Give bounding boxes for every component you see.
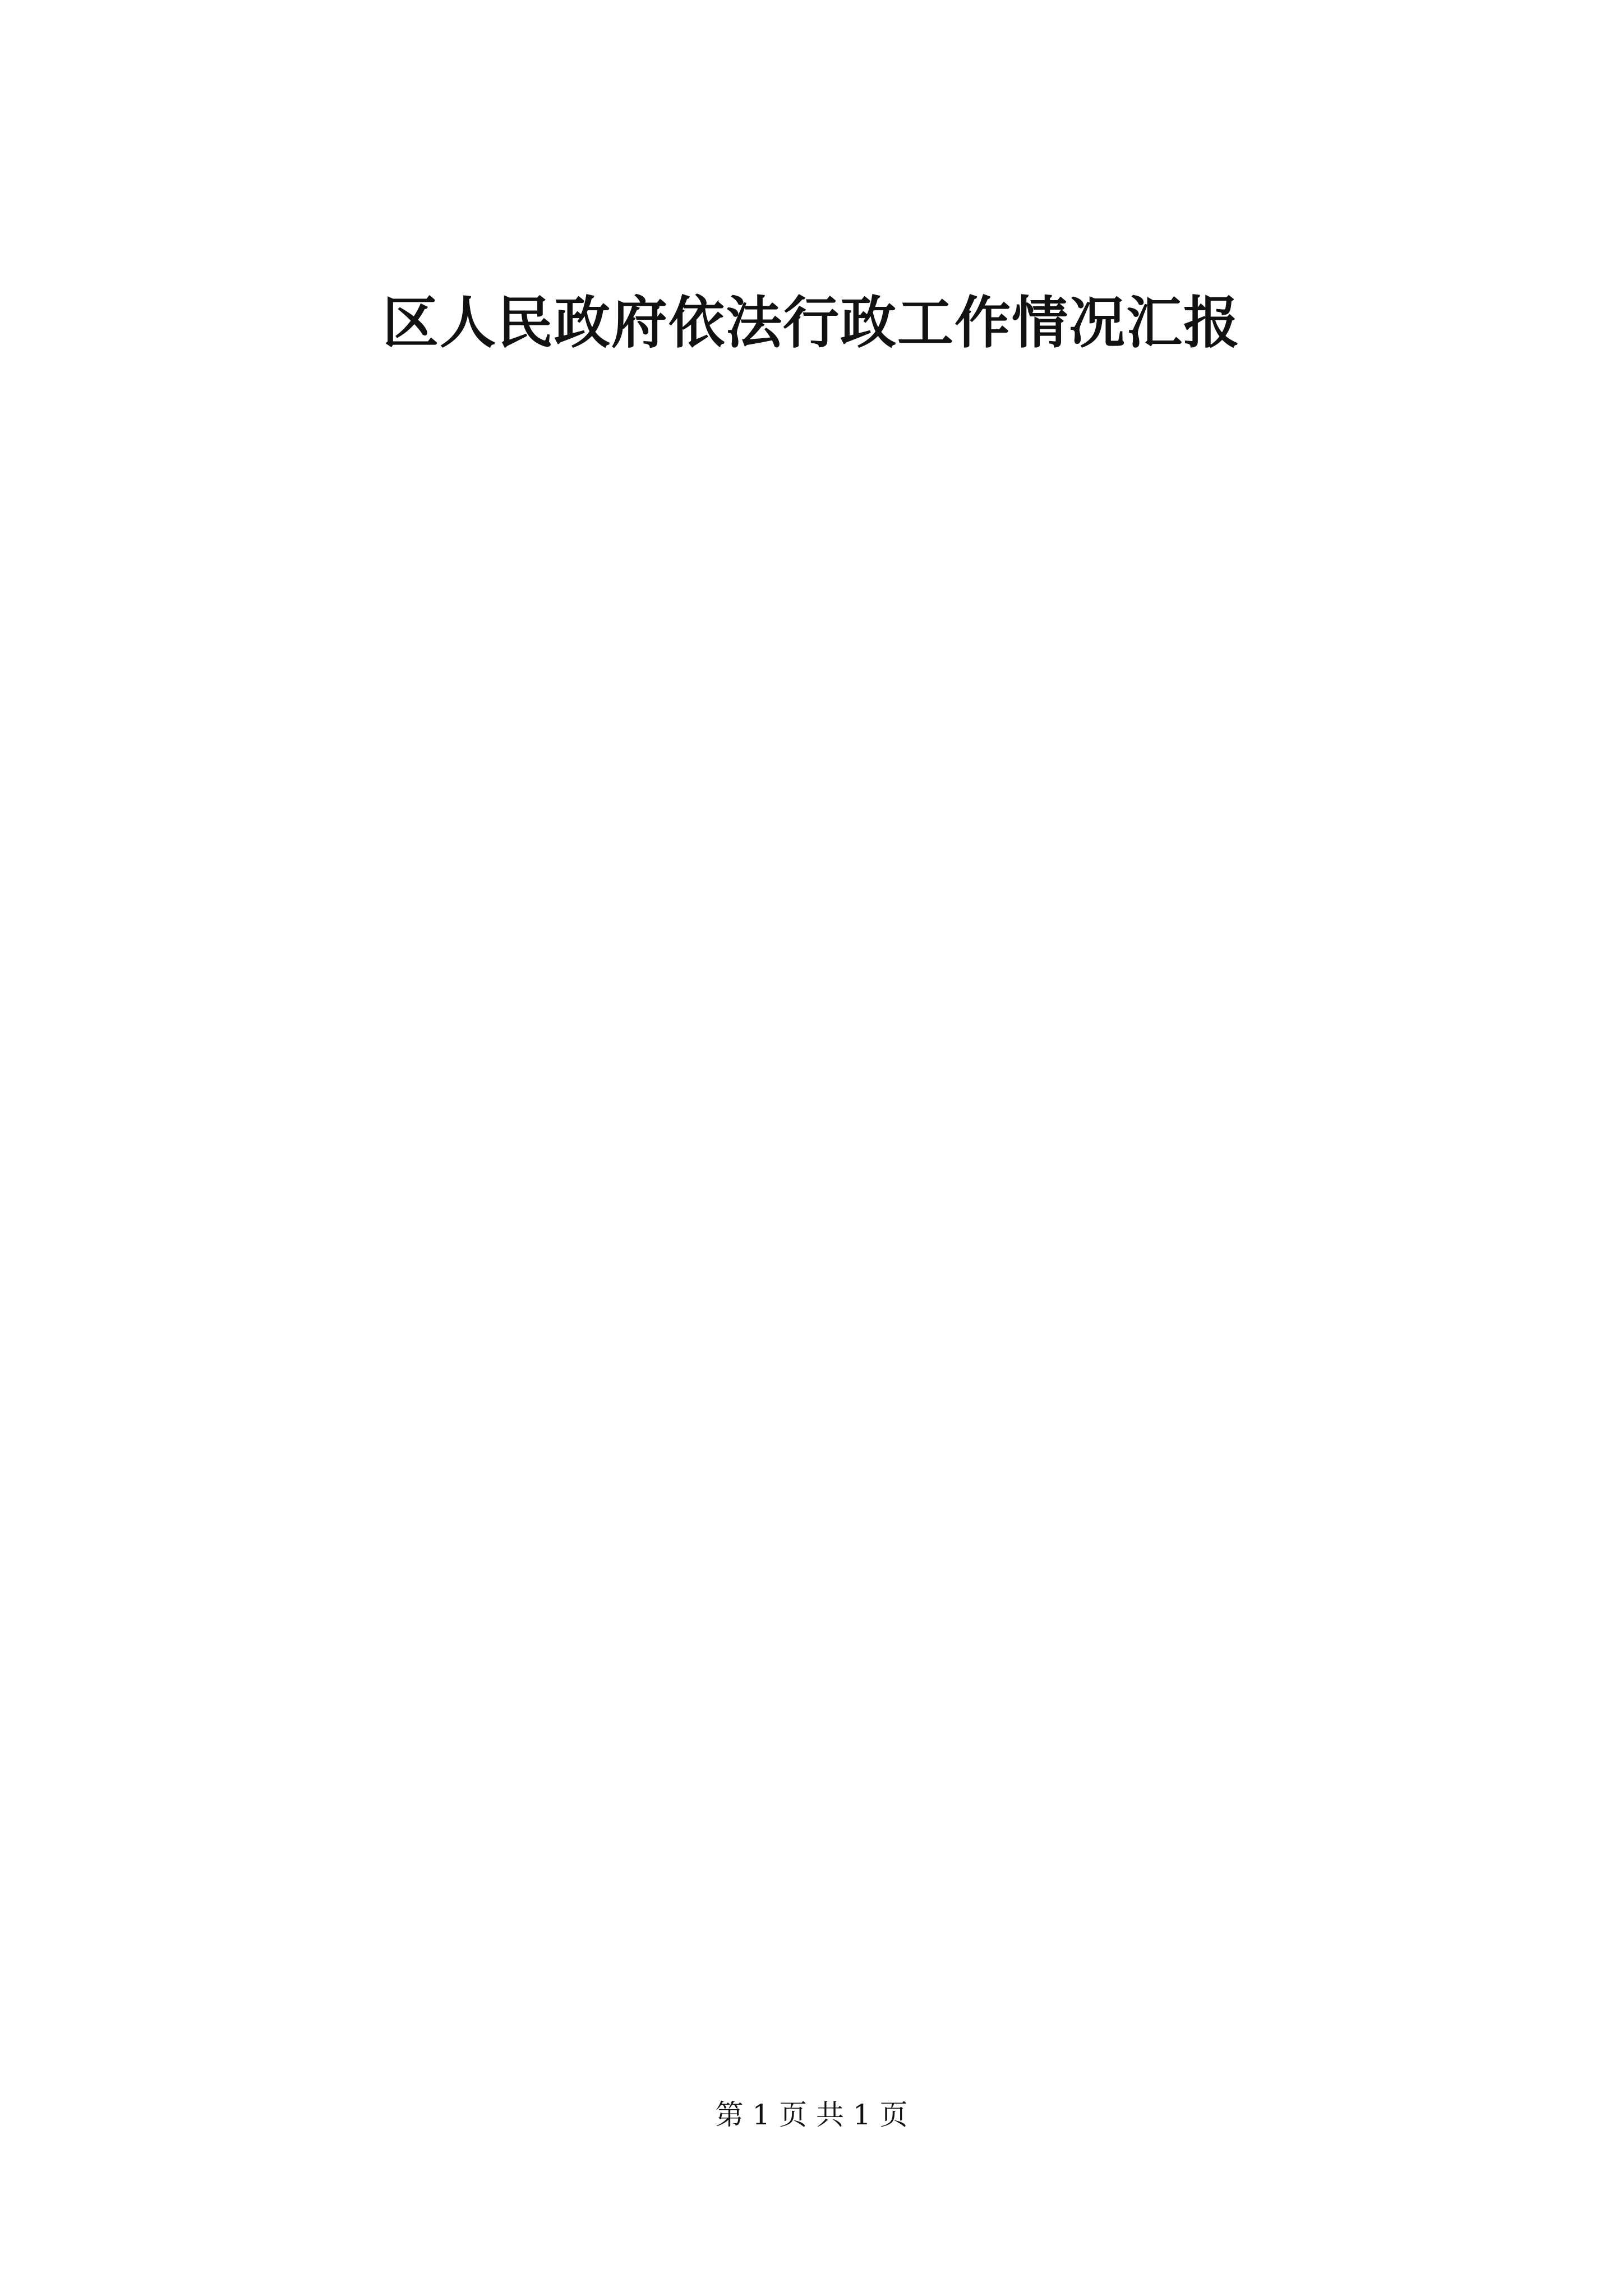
page-footer: 第 1 页 共 1 页 [715,2099,908,2131]
document-title: 区人民政府依法行政工作情况汇报 [382,289,1241,356]
